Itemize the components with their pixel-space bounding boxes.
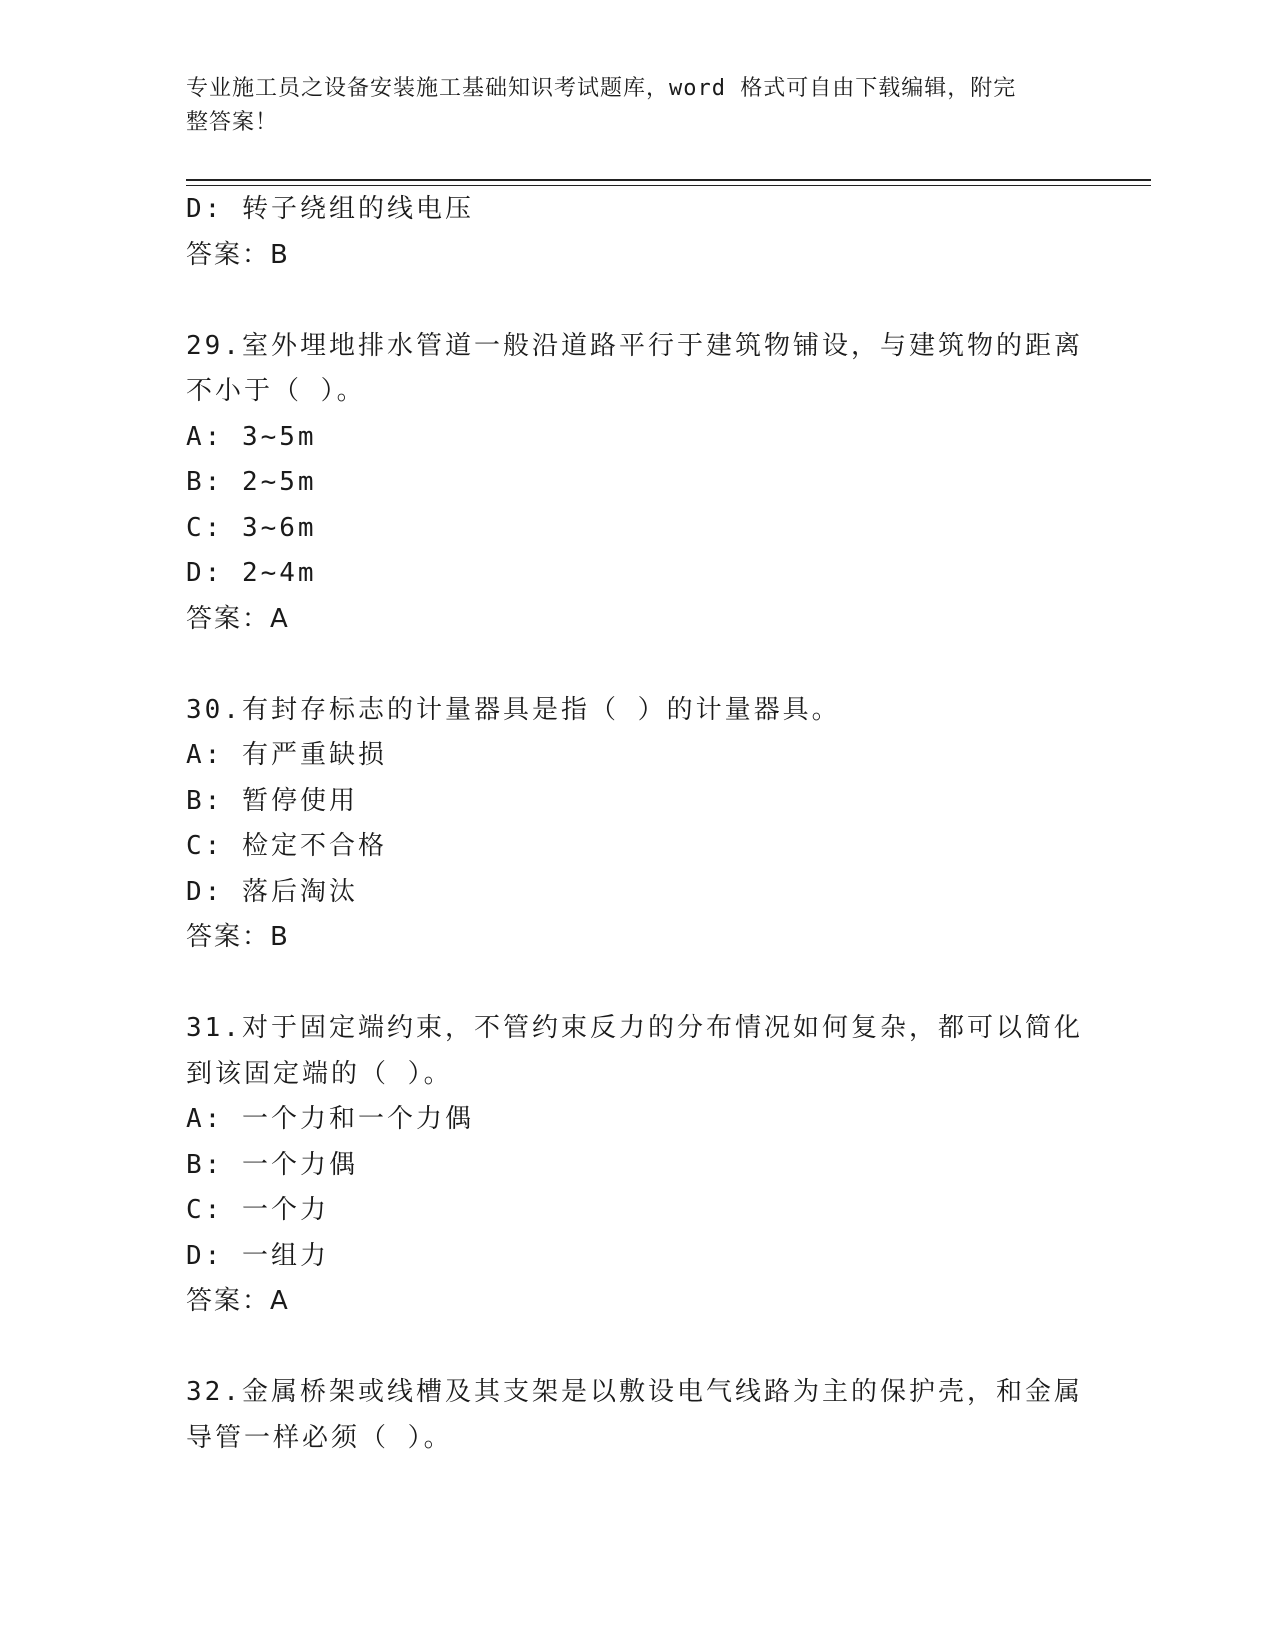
header-divider-thin xyxy=(186,185,1151,186)
q29-option-c: C: 3~6m xyxy=(186,512,317,543)
spacer xyxy=(186,642,1086,688)
q30-answer: 答案：B xyxy=(186,922,290,952)
q30-text-line-1: 30.有封存标志的计量器具是指（ ）的计量器具。 xyxy=(186,694,841,725)
header-divider-thick xyxy=(186,179,1151,181)
header-line-2: 整答案！ xyxy=(186,110,279,135)
q31-option-c: C: 一个力 xyxy=(186,1195,329,1225)
q29-answer: 答案：A xyxy=(186,603,290,634)
header-line-1: 专业施工员之设备安装施工基础知识考试题库，word 格式可自由下载编辑，附完 xyxy=(186,76,1017,101)
q31-text-line-2: 到该固定端的（ ）。 xyxy=(186,1058,453,1089)
spacer xyxy=(186,278,1086,324)
q29-option-b: B: 2~5m xyxy=(186,467,317,497)
q31-answer: 答案：A xyxy=(186,1286,290,1316)
prev-option-d: D: 转子绕组的线电压 xyxy=(186,194,474,224)
q31-option-a: A: 一个力和一个力偶 xyxy=(186,1104,474,1134)
q30-option-b: B: 暂停使用 xyxy=(186,785,358,816)
question-list xyxy=(186,187,1086,1461)
q30-option-c: C: 检定不合格 xyxy=(186,831,387,861)
q31-option-b: B: 一个力偶 xyxy=(186,1149,358,1180)
q32-text-line-2: 导管一样必须（ ）。 xyxy=(186,1422,453,1453)
prev-answer: 答案：B xyxy=(186,239,290,270)
spacer xyxy=(186,1325,1086,1371)
q29-text-line-1: 29.室外埋地排水管道一般沿道路平行于建筑物铺设，与建筑物的距离 xyxy=(186,330,1083,361)
q31-option-d: D: 一组力 xyxy=(186,1240,329,1271)
q30-option-a: A: 有严重缺损 xyxy=(186,740,387,770)
q29-option-a: A: 3~5m xyxy=(186,421,317,452)
page-header xyxy=(186,72,1066,140)
spacer xyxy=(186,961,1086,1007)
q32-text-line-1: 32.金属桥架或线槽及其支架是以敷设电气线路为主的保护壳，和金属 xyxy=(186,1377,1083,1407)
q31-text-line-1: 31.对于固定端约束，不管约束反力的分布情况如何复杂，都可以简化 xyxy=(186,1013,1083,1043)
q29-option-d: D: 2~4m xyxy=(186,558,317,588)
q30-option-d: D: 落后淘汰 xyxy=(186,876,358,907)
q29-text-line-2: 不小于（ ）。 xyxy=(186,376,366,406)
